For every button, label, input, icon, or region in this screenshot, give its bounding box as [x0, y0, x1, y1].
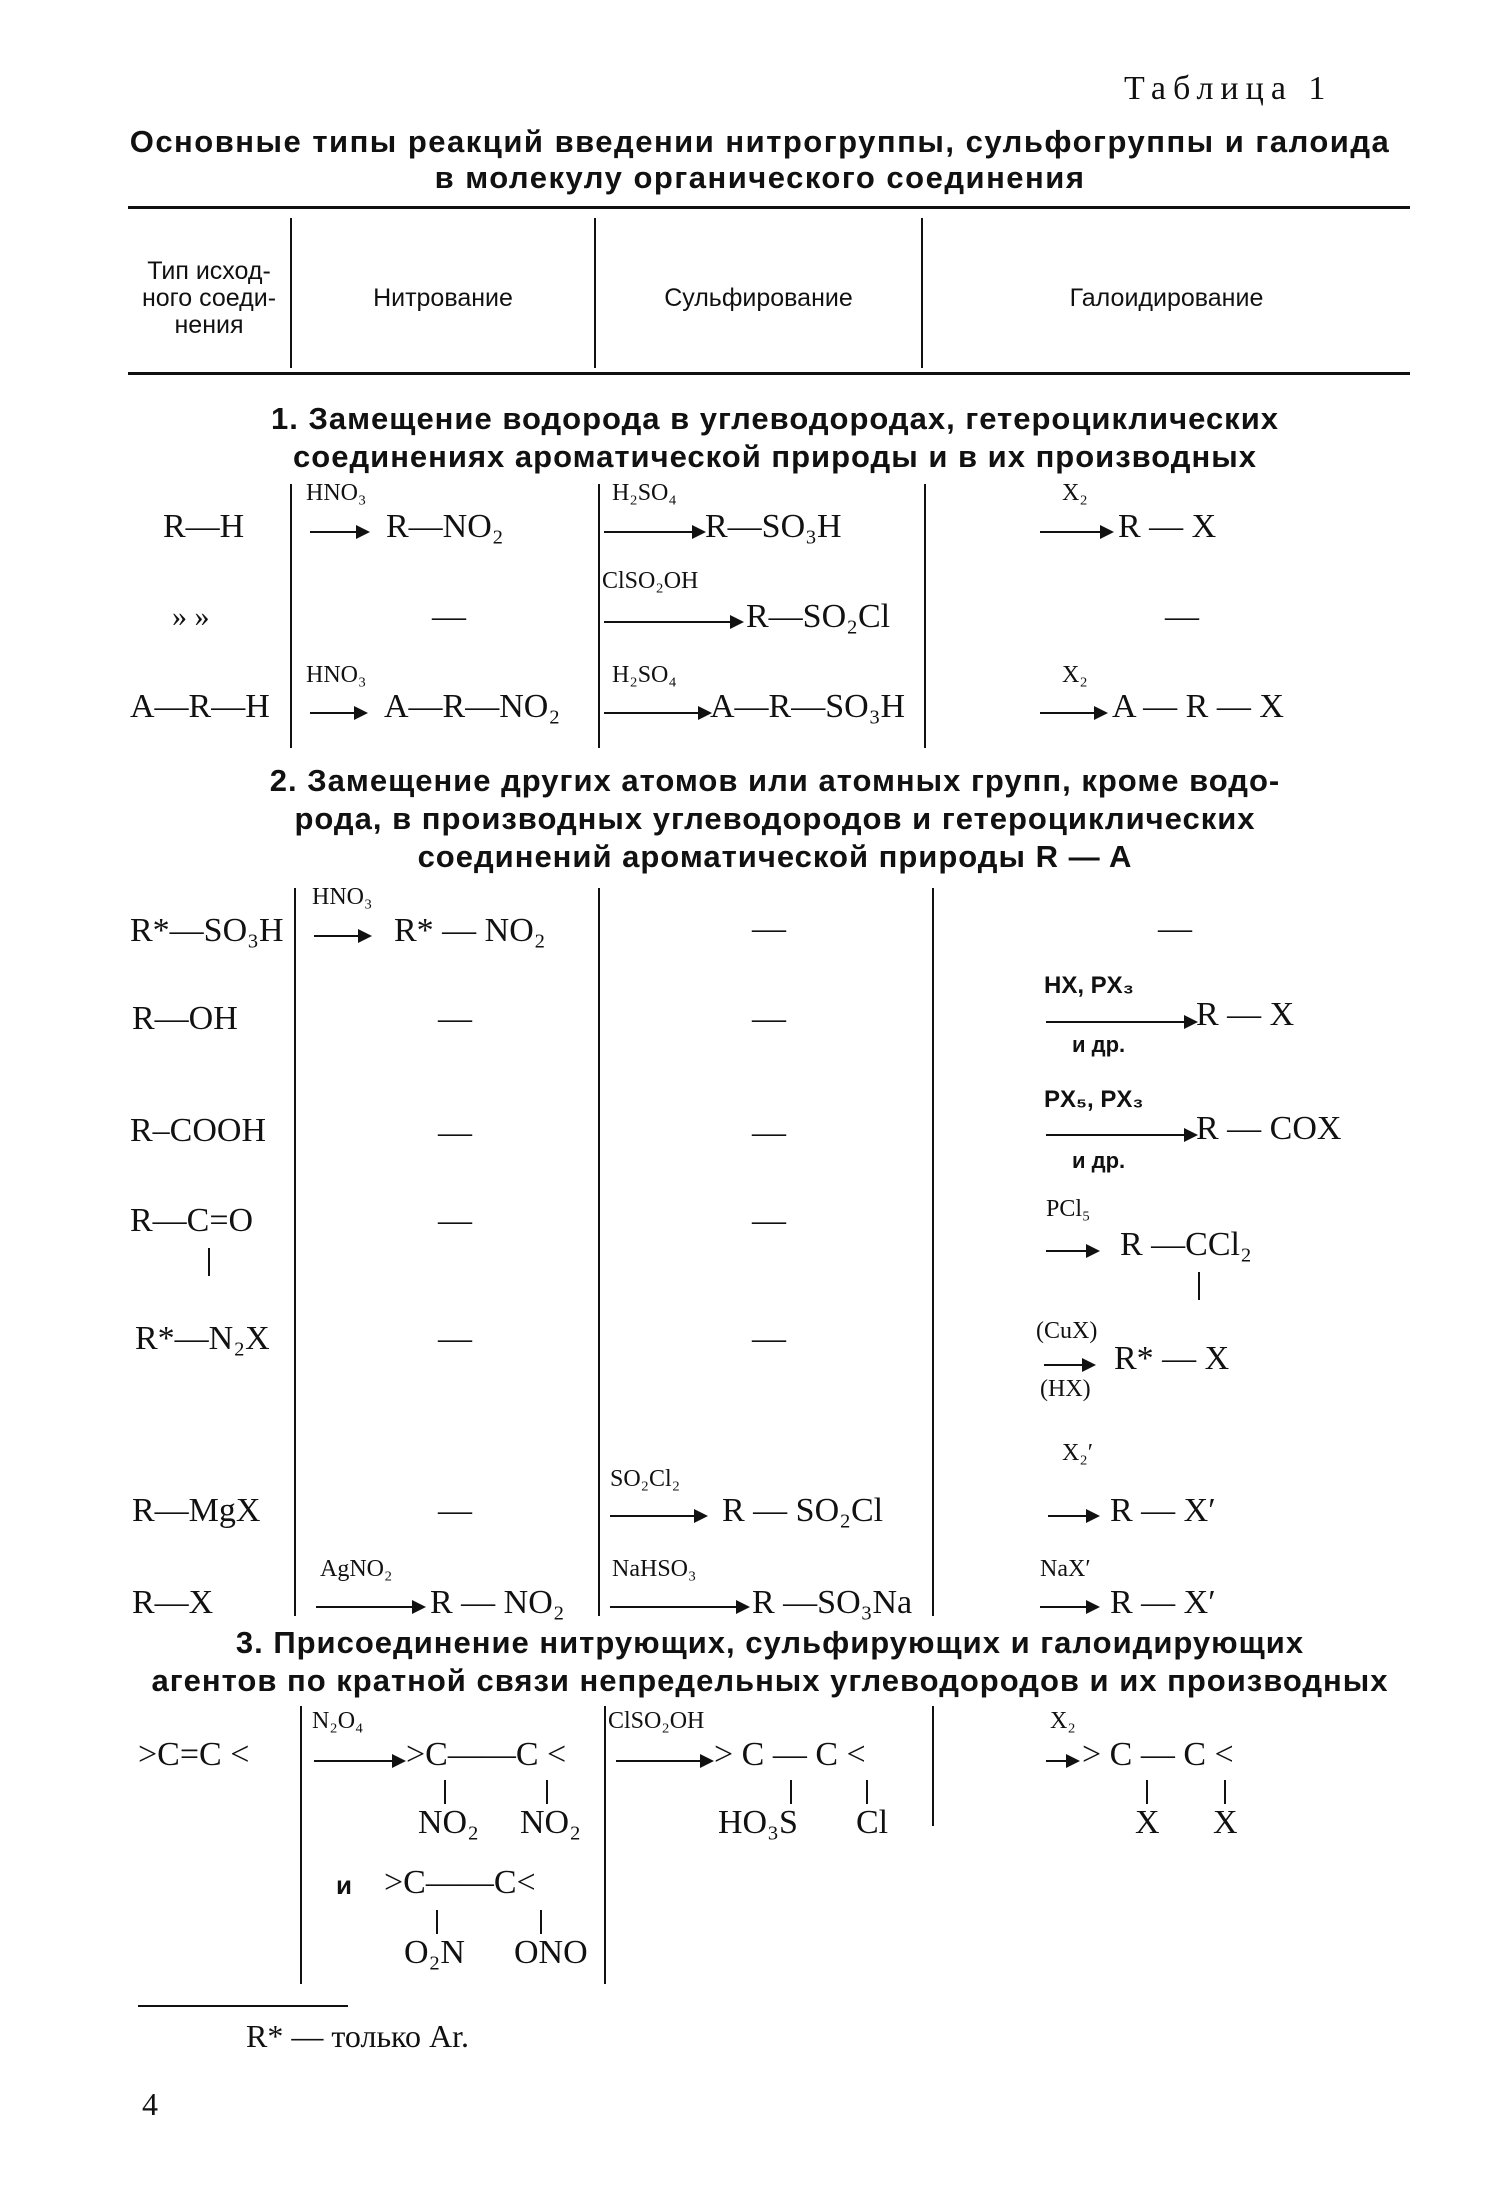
row-carbonyl-source: R—C=O — [130, 1202, 254, 1239]
table-title-line2: в молекулу органического соединения — [434, 160, 1086, 195]
row-alkene-nit-sub-4: ONO — [514, 1934, 588, 1971]
row-carbonyl-source-bond — [208, 1248, 210, 1276]
row-carbonyl-hal-arrow — [1046, 1250, 1098, 1252]
row-ditto-hal-empty: — — [1165, 598, 1199, 635]
row-a-r-h-source: A—R—H — [130, 688, 270, 725]
row-alkene-hal-reagent: X₂ — [1050, 1708, 1076, 1734]
row-alkene-hal-bond-2 — [1224, 1780, 1226, 1804]
row-a-r-h-nit-product: A—R—NO₂ — [384, 688, 561, 725]
row-a-r-h-sul-arrow — [604, 712, 710, 714]
row-acid-hal-product: R — COX — [1196, 1110, 1342, 1147]
section-2-heading: 2. Замещение других атомов или атомных групп, кроме водо- рода, в производных углеводородов и гетероциклических соединений ароматической природы R — A — [269, 763, 1281, 874]
row-alkene-nit-bond-2 — [546, 1780, 548, 1804]
row-diazonium-hal-product: R* — X — [1114, 1340, 1230, 1377]
row-grignard-source: R—MgX — [132, 1492, 261, 1529]
row-halide-hal-reagent: NaX′ — [1040, 1556, 1091, 1582]
row-halide-sul-reagent: NaHSO₃ — [612, 1556, 697, 1582]
header-top-rule — [128, 206, 1410, 209]
row-r-h-source: R—H — [163, 508, 245, 545]
row-grignard-hal-arrow — [1048, 1515, 1098, 1517]
row-acid-sul-empty: — — [752, 1114, 786, 1151]
row-diazonium-source: R*—N₂X — [135, 1320, 270, 1357]
row-r-h-hal-reagent: X₂ — [1062, 480, 1088, 506]
row-alkene-nit-sub-1: NO₂ — [418, 1804, 479, 1841]
footnote: R* — только Ar. — [246, 2018, 469, 2054]
row-ditto-sul-arrow — [604, 621, 742, 623]
row-r-h-sul-product: R—SO₃H — [705, 508, 842, 545]
row-r-h-sul-arrow — [604, 531, 704, 533]
row-a-r-h-nit-reagent: HNO₃ — [306, 662, 367, 688]
row-alcohol-hal-reagent: HX, PX₃ — [1044, 972, 1134, 999]
row-a-r-h-hal-reagent: X₂ — [1062, 662, 1088, 688]
s2-divider-1 — [294, 888, 296, 1616]
row-alcohol-sul-empty: — — [752, 1000, 786, 1037]
row-ditto-nit-empty: — — [432, 598, 466, 635]
row-sulfonic-nit-reagent: HNO₃ — [312, 884, 373, 910]
header-sulfonation: Сульфирование — [664, 284, 853, 312]
row-alkene-nit-bond-4 — [540, 1910, 542, 1934]
section-3-heading: 3. Присоединение нитрующих, сульфирующих и галоидирующих агентов по кратной связи непредельных углеводородов и их производных — [151, 1625, 1389, 1698]
row-alkene-sul-product: > C — C < — [714, 1736, 866, 1773]
row-halide-sul-product: R —SO₃Na — [752, 1584, 913, 1621]
row-sulfonic-nit-product: R* — NO₂ — [394, 912, 546, 949]
row-a-r-h-hal-arrow — [1040, 712, 1106, 714]
row-r-h-hal-product: R — X — [1118, 508, 1217, 545]
row-halide-hal-product: R — X′ — [1110, 1584, 1216, 1621]
header-halogenation: Галоидирование — [1069, 284, 1264, 312]
row-r-h-nit-product: R—NO₂ — [386, 508, 504, 545]
s1-divider-1 — [290, 484, 292, 748]
row-a-r-h-sul-product: A—R—SO₃H — [710, 688, 906, 725]
row-grignard-sul-arrow — [610, 1515, 706, 1517]
row-alkene-sul-bond-1 — [790, 1780, 792, 1804]
row-alcohol-nit-empty: — — [438, 1000, 472, 1037]
header-nitration: Нитрование — [373, 284, 513, 312]
row-alkene-nit-product: >C——C < — [406, 1736, 567, 1773]
row-alkene-source: >C=C < — [138, 1736, 250, 1773]
row-sulfonic-nit-arrow — [314, 935, 370, 937]
row-grignard-sul-product: R — SO₂Cl — [722, 1492, 884, 1529]
row-alkene-nit-bond-1 — [444, 1780, 446, 1804]
s3-divider-2 — [604, 1706, 606, 1984]
row-ditto-sul-reagent: ClSO₂OH — [602, 568, 699, 594]
row-carbonyl-sul-empty: — — [752, 1202, 786, 1239]
row-alkene-nit-arrow — [314, 1760, 404, 1762]
row-alkene-hal-product: > C — C < — [1082, 1736, 1234, 1773]
row-alkene-hal-arrow — [1046, 1760, 1078, 1762]
row-acid-hal-arrow — [1046, 1134, 1196, 1136]
row-halide-source: R—X — [132, 1584, 214, 1621]
row-alcohol-source: R—OH — [132, 1000, 238, 1037]
s1-divider-2 — [598, 484, 600, 748]
row-grignard-nit-empty: — — [438, 1492, 472, 1529]
row-alkene-sul-reagent: ClSO₂OH — [608, 1708, 705, 1734]
row-alkene-nit-reagent: N₂O₄ — [312, 1708, 364, 1734]
row-sulfonic-sul-empty: — — [752, 910, 786, 947]
page-number: 4 — [142, 2086, 158, 2122]
row-carbonyl-hal-bond — [1198, 1272, 1200, 1300]
row-r-h-hal-arrow — [1040, 531, 1112, 533]
s2-divider-3 — [932, 888, 934, 1616]
s2-divider-2 — [598, 888, 600, 1616]
row-grignard-sul-reagent: SO₂Cl₂ — [610, 1466, 681, 1492]
row-halide-nit-arrow — [316, 1606, 424, 1608]
row-alkene-hal-bond-1 — [1146, 1780, 1148, 1804]
row-diazonium-sul-empty: — — [752, 1320, 786, 1357]
row-acid-nit-empty: — — [438, 1114, 472, 1151]
row-alkene-hal-sub-1: X — [1135, 1804, 1160, 1841]
row-a-r-h-nit-arrow — [310, 712, 366, 714]
row-alkene-sul-sub-2: Cl — [856, 1804, 889, 1841]
row-ditto-sul-product: R—SO₂Cl — [746, 598, 891, 635]
row-halide-nit-reagent: AgNO₂ — [320, 1556, 393, 1582]
row-carbonyl-hal-product: R —CCl₂ — [1120, 1226, 1252, 1263]
row-halide-nit-product: R — NO₂ — [430, 1584, 565, 1621]
row-diazonium-hal-condition: (HX) — [1040, 1376, 1091, 1402]
row-alkene-nit-bond-3 — [436, 1910, 438, 1934]
row-carbonyl-nit-empty: — — [438, 1202, 472, 1239]
row-acid-source: R–COOH — [130, 1112, 267, 1149]
row-alcohol-hal-condition: и др. — [1072, 1032, 1126, 1057]
row-ditto-source: » » — [172, 600, 210, 633]
table-title-line1: Основные типы реакций введении нитрогруппы, сульфогруппы и галоида — [129, 124, 1391, 159]
row-acid-hal-reagent: PX₅, PX₃ — [1044, 1086, 1144, 1113]
row-alkene-nit-product-2: >C——C< — [384, 1864, 536, 1901]
row-alkene-nit-and: и — [336, 1870, 352, 1900]
table-caption: Таблица 1 — [1124, 70, 1333, 107]
row-alkene-sul-arrow — [616, 1760, 712, 1762]
row-r-h-nit-reagent: HNO₃ — [306, 480, 367, 506]
footnote-rule — [138, 2005, 348, 2007]
row-diazonium-hal-arrow — [1044, 1364, 1094, 1366]
row-a-r-h-sul-reagent: H₂SO₄ — [612, 662, 677, 688]
row-diazonium-hal-reagent: (CuX) — [1036, 1318, 1098, 1344]
row-sulfonic-hal-empty: — — [1158, 910, 1192, 947]
header-bottom-rule — [128, 372, 1410, 375]
s1-divider-3 — [924, 484, 926, 748]
row-r-h-nit-arrow — [310, 531, 368, 533]
row-grignard-hal-product: R — X′ — [1110, 1492, 1216, 1529]
row-alkene-sul-bond-2 — [866, 1780, 868, 1804]
row-grignard-hal-reagent: X₂′ — [1062, 1440, 1093, 1466]
row-carbonyl-hal-reagent: PCl₅ — [1046, 1196, 1091, 1222]
row-alkene-sul-sub-1: HO₃S — [718, 1804, 798, 1841]
header-source-type: Тип исход- ного соеди- нения — [141, 257, 277, 339]
row-halide-sul-arrow — [610, 1606, 748, 1608]
row-r-h-sul-reagent: H₂SO₄ — [612, 480, 677, 506]
row-sulfonic-source: R*—SO₃H — [130, 912, 284, 949]
row-a-r-h-hal-product: A — R — X — [1112, 688, 1284, 725]
row-alkene-nit-sub-2: NO₂ — [520, 1804, 581, 1841]
section-1-heading: 1. Замещение водорода в углеводородах, гетероциклических соединениях ароматической природы и в их производных — [270, 401, 1279, 474]
s3-divider-1 — [300, 1706, 302, 1984]
row-alcohol-hal-product: R — X — [1196, 996, 1295, 1033]
row-alkene-hal-sub-2: X — [1213, 1804, 1238, 1841]
row-diazonium-nit-empty: — — [438, 1320, 472, 1357]
row-halide-hal-arrow — [1040, 1606, 1098, 1608]
row-alcohol-hal-arrow — [1046, 1021, 1196, 1023]
row-acid-hal-condition: и др. — [1072, 1148, 1126, 1173]
row-alkene-nit-sub-3: O₂N — [404, 1934, 465, 1971]
s3-divider-3 — [932, 1706, 934, 1826]
